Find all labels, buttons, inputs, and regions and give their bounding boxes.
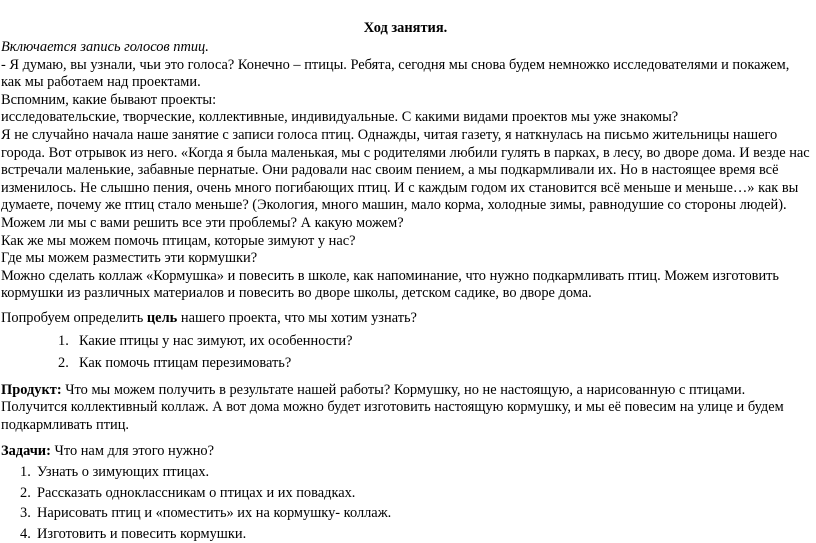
product-text: Что мы можем получить в результате нашей работы? Кормушку, но не настоящую, а нарисованную с птицами. Получится коллективный коллаж. А вот дома можно будет изготовить настоящую кормушку, и мы её повесим на улице и будем подкармливать птиц. <box>1 381 784 433</box>
paragraph-greeting: - Я думаю, вы узнали, чьи это голоса? Конечно – птицы. Ребята, сегодня мы снова будем немножко исследователями и покажем, как мы работаем над проектами. <box>1 56 790 91</box>
list-item-text: Нарисовать птиц и «поместить» их на кормушку- коллаж. <box>37 505 392 522</box>
document-title: Ход занятия. <box>363 20 448 36</box>
goal-bold: цель <box>146 309 178 326</box>
goal-before: Попробуем определить <box>1 309 147 326</box>
list-item-number: 1. <box>20 464 31 481</box>
list-item-number: 3. <box>20 505 31 522</box>
tasks-list <box>1 464 810 543</box>
list-item-number: 4. <box>20 525 31 542</box>
list-item-number: 1. <box>58 332 69 349</box>
list-item <box>1 485 810 503</box>
intro-italic: Включается запись голосов птиц. <box>1 39 209 55</box>
list-item <box>1 464 810 482</box>
product-paragraph <box>1 382 810 435</box>
paragraph-recall: Вспомним, какие бывают проекты: <box>1 91 217 108</box>
list-item <box>1 505 810 523</box>
tasks-label: Задачи: <box>1 443 51 460</box>
paragraph-project-types: исследовательские, творческие, коллективные, индивидуальные. С какими видами проектов мы уже знакомы? <box>1 109 679 126</box>
paragraph-question-help: Как же мы можем помочь птицам, которые зимуют у нас? <box>1 232 356 249</box>
goal-paragraph <box>1 310 810 328</box>
list-item-text: Рассказать одноклассникам о птицах и их повадках. <box>37 484 356 501</box>
paragraph-letter: Я не случайно начала наше занятие с записи голоса птиц. Однажды, читая газету, я наткнулась на письмо жительницы нашего города. Вот отрывок из него. «Когда я была маленькая, мы с родителями любили гулять в парках, в лесу, во дворе дома. И везде нас встречали маленькие, забавные пернатые. Они радовали нас своим пением, а мы подкармливали их. Но в настоящее время всё изменилось. Не слышно пения, очень много погибающих птиц. И с каждым годом их становится всё меньше и меньше…» как вы думаете, почему же птиц стало меньше? (Экология, много машин, мало корма, холодные зимы, равнодушие со стороны людей). Можем ли мы с вами решить все эти проблемы? А какую можем? <box>1 126 810 231</box>
list-item <box>1 355 810 373</box>
tasks-text: Что нам для этого нужно? <box>50 443 214 460</box>
paragraph-question-place: Где мы можем разместить эти кормушки? <box>1 250 258 267</box>
list-item-number: 2. <box>20 484 31 501</box>
list-item-text: Узнать о зимующих птицах. <box>37 464 210 481</box>
list-item-text: Изготовить и повесить кормушки. <box>37 525 247 542</box>
tasks-paragraph <box>1 443 810 461</box>
list-item-text: Какие птицы у нас зимуют, их особенности? <box>79 332 353 349</box>
list-item-text: Как помочь птицам перезимовать? <box>79 355 292 372</box>
list-item <box>1 333 810 351</box>
list-item-number: 2. <box>58 355 69 372</box>
goal-list <box>1 333 810 373</box>
goal-after: нашего проекта, что мы хотим узнать? <box>177 309 417 326</box>
product-label: Продукт: <box>1 381 62 398</box>
list-item <box>1 526 810 543</box>
paragraph-collage: Можно сделать коллаж «Кормушка» и повесить в школе, как напоминание, что нужно подкармливать птиц. Можем изготовить кормушки из различных материалов и повесить во дворе школы, детском садике, во дворе дома. <box>1 267 779 302</box>
